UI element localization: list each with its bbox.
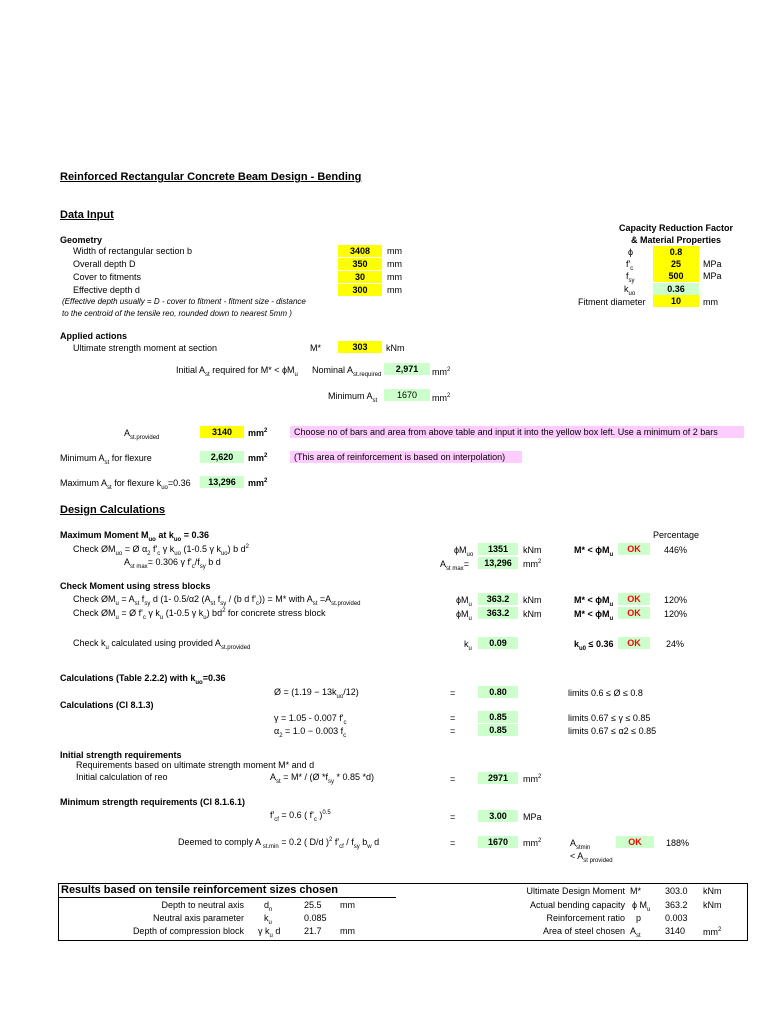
ast-min-value: 1670 (478, 836, 518, 848)
initial-ast-label: Initial $A_{st}$ required for $M* < \phi M_u$ (176, 365, 298, 378)
fsy-symbol: $f_{sy}$ (626, 271, 635, 284)
gamma-limits: limits 0.67 ≤ γ ≤ 0.85 (568, 713, 651, 723)
width-label: Width of rectangular section b (73, 246, 193, 256)
init-line-1: Requirements based on ultimate strength moment M* and d (76, 760, 315, 770)
moment-unit: kNm (386, 343, 405, 353)
check5-ok: OK (616, 836, 654, 848)
check4-symbol: $k_{u0} \le 0.36$ (574, 639, 614, 652)
phimu2-symbol: $\phi M_u$ (456, 609, 472, 622)
ast-init-equals: = (450, 774, 456, 784)
capacity-heading-2: & Material Properties (630, 235, 722, 245)
fctf-unit: MPa (523, 812, 542, 822)
fctf-value: 3.00 (478, 810, 518, 822)
result-left-value-1: 0.085 (304, 913, 327, 923)
ku-value: 0.09 (478, 637, 518, 649)
moment-input[interactable]: 303 (338, 341, 382, 353)
phimu1-unit: kNm (523, 595, 542, 605)
check4-ok: OK (618, 637, 650, 649)
minimum-label-text: Minimum A (328, 391, 373, 401)
results-heading: Results based on tensile reinforcement sizes chosen (61, 884, 338, 896)
phimu1-value: 363.2 (478, 593, 518, 605)
fc-input[interactable]: 25 (653, 258, 699, 270)
applied-heading: Applied actions (60, 331, 128, 341)
phi-calc-value: 0.80 (478, 686, 518, 698)
overall-depth-label: Overall depth D (73, 259, 136, 269)
ast-init-unit: $mm^2$ (523, 774, 542, 784)
effective-depth-note-2: to the centroid of the tensile reo, rounded down to nearest 5mm ) (62, 309, 292, 318)
result-left-unit-0: mm (340, 900, 355, 910)
ast-init-eq: $A_{st} = M*$ / (Ø $*f_{sy} * 0.85$ *d) (270, 772, 374, 785)
init-heading: Initial strength requirements (60, 750, 182, 760)
gamma-equals: = (450, 713, 456, 723)
result-right-symbol-1: ϕ $M_u$ (632, 900, 651, 913)
result-right-label-0: Ultimate Design Moment (526, 886, 625, 896)
result-right-label-1: Actual bending capacity (529, 900, 625, 910)
result-right-value-0: 303.0 (665, 886, 688, 896)
percentage-label: Percentage (653, 530, 700, 540)
phi-symbol: ϕ (628, 247, 634, 257)
max-flexure-unit: $mm^2$ (248, 478, 268, 488)
fitment-input[interactable]: 10 (653, 295, 699, 307)
effective-depth-unit: mm (387, 285, 402, 295)
fctf-eq: $f'_{cf} = 0.6$ ( $f'_c$ )$^{0.5}$ (270, 810, 331, 823)
fc-unit: MPa (703, 259, 722, 269)
min-flexure-label: Minimum $A_{st}$ for flexure (60, 453, 152, 466)
result-right-label-3: Area of steel chosen (542, 926, 625, 936)
phimuo-symbol: $\phi M_{uo}$ (454, 545, 474, 558)
ast-provided-note: Choose no of bars and area from above table and input it into the yellow box left. Use a minimum of 2 bars (290, 426, 744, 438)
design-heading: Design Calculations (60, 504, 166, 516)
minimum-ast-label: Minimum $A_{st}$ (328, 391, 378, 404)
alpha-limits: limits 0.67 ≤ α2 ≤ 0.85 (568, 726, 657, 736)
ast-max-value: 13,296 (478, 557, 518, 569)
cover-input[interactable]: 30 (338, 271, 382, 283)
gamma-eq: γ = 1.05 - 0.007 $f'_c$ (274, 713, 347, 726)
kuo-symbol: $k_{uo}$ (624, 284, 636, 297)
deemed-label-text: Deemed to comply A (178, 837, 262, 847)
check1-pct: 446% (664, 545, 688, 555)
check2-ok: OK (618, 593, 650, 605)
effective-depth-note-1: (Effective depth usually = D - cover to fitment - fitment size - distance (62, 297, 306, 306)
alpha-eq: $\alpha_2 = 1.0 - 0.003$ $f_c$ (274, 726, 347, 739)
results-divider (58, 897, 396, 898)
cover-unit: mm (387, 272, 402, 282)
effective-depth-input[interactable]: 300 (338, 284, 382, 296)
fsy-input[interactable]: 500 (653, 270, 699, 282)
phimuo-value: 1351 (478, 543, 518, 555)
minimum-ast-value: 1670 (384, 389, 430, 401)
min-flexure-note: (This area of reinforcement is based on interpolation) (290, 451, 522, 463)
alpha-eq-symbol: α (274, 726, 280, 736)
data-input-heading: Data Input (60, 209, 114, 221)
ast-provided-unit: $mm^2$ (248, 428, 268, 438)
result-right-unit-0: kNm (703, 886, 722, 896)
nominal-ast-unit: $mm^2$ (432, 367, 451, 377)
min-flexure-value: 2,620 (200, 451, 244, 463)
check2-symbol: $M* < \phi M_u$ (574, 595, 614, 608)
ast-init-value: 2971 (478, 772, 518, 784)
result-right-label-2: Reinforcement ratio (546, 913, 625, 923)
overall-depth-unit: mm (387, 259, 402, 269)
result-right-unit-3-text: mm (703, 927, 718, 937)
minimum-ast-unit: $mm^2$ (432, 393, 451, 403)
check4-pct: 24% (666, 639, 685, 649)
fc-symbol: $f'_c$ (626, 259, 634, 272)
phimu1-symbol: $\phi M_u$ (456, 595, 472, 608)
check3-ok: OK (618, 607, 650, 619)
result-right-symbol-2: p (636, 913, 642, 923)
deemed-equals: = (450, 838, 456, 848)
phimuo-unit: kNm (523, 545, 542, 555)
moment-symbol: M* (310, 343, 321, 353)
min-flexure-unit: $mm^2$ (248, 453, 268, 463)
fsy-unit: MPa (703, 271, 722, 281)
min-strength-heading: Minimum strength requirements (Cl 8.1.6.1) (60, 797, 246, 807)
result-right-value-1: 363.2 (665, 900, 688, 910)
check2-pct: 120% (664, 595, 688, 605)
gamma-value: 0.85 (478, 711, 518, 723)
result-left-symbol-1: $k_u$ (264, 913, 272, 926)
result-right-symbol-0: M* (630, 886, 641, 896)
init-line-2: Initial calculation of reo (76, 772, 168, 782)
phi-input[interactable]: 0.8 (653, 246, 699, 258)
phi-limits: limits 0.6 ≤ Ø ≤ 0.8 (568, 688, 643, 698)
check3-pct: 120% (664, 609, 688, 619)
nominal-ast-value: 2,971 (384, 363, 430, 375)
calc-cl-heading: Calculations (Cl 8.1.3) (60, 700, 154, 710)
calc-table-heading: Calculations (Table 2.2.2) with $k_{uo}=0.36$ (60, 673, 226, 686)
max-flexure-label: Maximum $A_{st}$ for flexure $k_{uo}=0.36$ (60, 478, 191, 491)
result-left-label-2: Depth of compression block (132, 926, 244, 936)
phi-equals: = (450, 688, 456, 698)
width-input[interactable]: 3408 (338, 245, 382, 257)
overall-depth-input[interactable]: 350 (338, 258, 382, 270)
ku-symbol: $k_u$ (464, 639, 472, 652)
result-left-value-0: 25.5 (304, 900, 322, 910)
phimu2-value: 363.2 (478, 607, 518, 619)
result-left-label-0: Depth to neutral axis (161, 900, 244, 910)
ast-min-unit: $mm^2$ (523, 838, 542, 848)
gamma-eq-text: γ = 1.05 - 0.007 f' (274, 713, 344, 723)
ast-max-eq: $A_{st max}= 0.306$ γ $f'_c/f_{sy}$ b d (124, 557, 221, 570)
check-phimu-eq-2: Check $ØM_u$ = Ø $f'_c$ γ $k_u$ (1-0.5 γ $k_u$) $bd^2$ for concrete stress block (73, 608, 326, 621)
phi-eq: Ø = $(1.19 - 13k_{uo}/12)$ (274, 687, 359, 700)
ast-max-symbol: $A_{st max}=$ (440, 559, 469, 572)
ast-provided-compare: < $A_{st provided}$ (570, 851, 613, 864)
result-right-symbol-3: $A_{st}$ (630, 926, 641, 939)
result-right-unit-3: $mm^2$ (703, 927, 722, 937)
page-title: Reinforced Rectangular Concrete Beam Design - Bending (60, 171, 362, 183)
result-left-symbol-0: $d_n$ (264, 900, 273, 913)
check1-ok: OK (618, 543, 650, 555)
result-right-unit-1: kNm (703, 900, 722, 910)
nominal-ast-label: Nominal $A_{st.required}$ (312, 365, 382, 378)
alpha-value: 0.85 (478, 724, 518, 736)
result-right-value-3: 3140 (665, 926, 686, 936)
check-ku-eq: Check $k_u$ calculated using provided $A_{st.provided}$ (73, 638, 251, 651)
check3-symbol: $M* < \phi M_u$ (574, 609, 614, 622)
moment-label: Ultimate strength moment at section (73, 343, 218, 353)
check-phimuo-eq: Check $ØM_{uo}$ = Ø $\alpha_2$ $f'_c$ γ $k_{uo}$ (1-0.5 γ $k_{uo}$) b $d^2$ (73, 544, 250, 557)
ast-max-unit: $mm^2$ (523, 559, 542, 569)
check5-pct: 188% (666, 838, 690, 848)
check-phimu-eq-1: Check $ØM_u = A_{st}$ $f_{sy}$ d (1- 0.5/α2 ($A_{st}$ $f_{sy} / (b$ d $f'_c)) = M*$ with $A_{st} =A_{st.provided}$ (73, 594, 361, 607)
ast-provided-input[interactable]: 3140 (200, 426, 244, 438)
max-moment-heading: Maximum Moment $M_{uo}$ at $k_{uo} = 0.36$ (60, 530, 209, 543)
max-flexure-value: 13,296 (200, 476, 244, 488)
check-moment-heading: Check Moment using stress blocks (60, 581, 211, 591)
ast-min-symbol: $A_{stmin}$ (570, 838, 591, 851)
result-left-label-1: Neutral axis parameter (152, 913, 244, 923)
fctf-equals: = (450, 812, 456, 822)
result-left-symbol-2: γ $k_u$ d (258, 926, 281, 939)
check1-symbol: $M* < \phi M_u$ (574, 545, 614, 558)
result-left-unit-2: mm (340, 926, 355, 936)
kuo-value: 0.36 (653, 283, 699, 295)
phimu2-unit: kNm (523, 609, 542, 619)
geometry-heading: Geometry (60, 235, 103, 245)
fitment-label: Fitment diameter (578, 297, 646, 307)
capacity-heading-1: Capacity Reduction Factor (618, 223, 734, 233)
deemed-label: Deemed to comply A $_{st.min}$ = 0.2 ( D/d )$^2$ $f'_{cf} / f_{sy}$ $b_w$ d (178, 837, 380, 850)
result-right-value-2: 0.003 (665, 913, 688, 923)
alpha-equals: = (450, 726, 456, 736)
effective-depth-label: Effective depth d (73, 285, 140, 295)
cover-label: Cover to fitments (73, 272, 142, 282)
nominal-label-text: Nominal A (312, 365, 354, 375)
fitment-unit: mm (703, 297, 718, 307)
ast-provided-label: $A_{st.provided}$ (124, 428, 160, 441)
result-left-value-2: 21.7 (304, 926, 322, 936)
width-unit: mm (387, 246, 402, 256)
